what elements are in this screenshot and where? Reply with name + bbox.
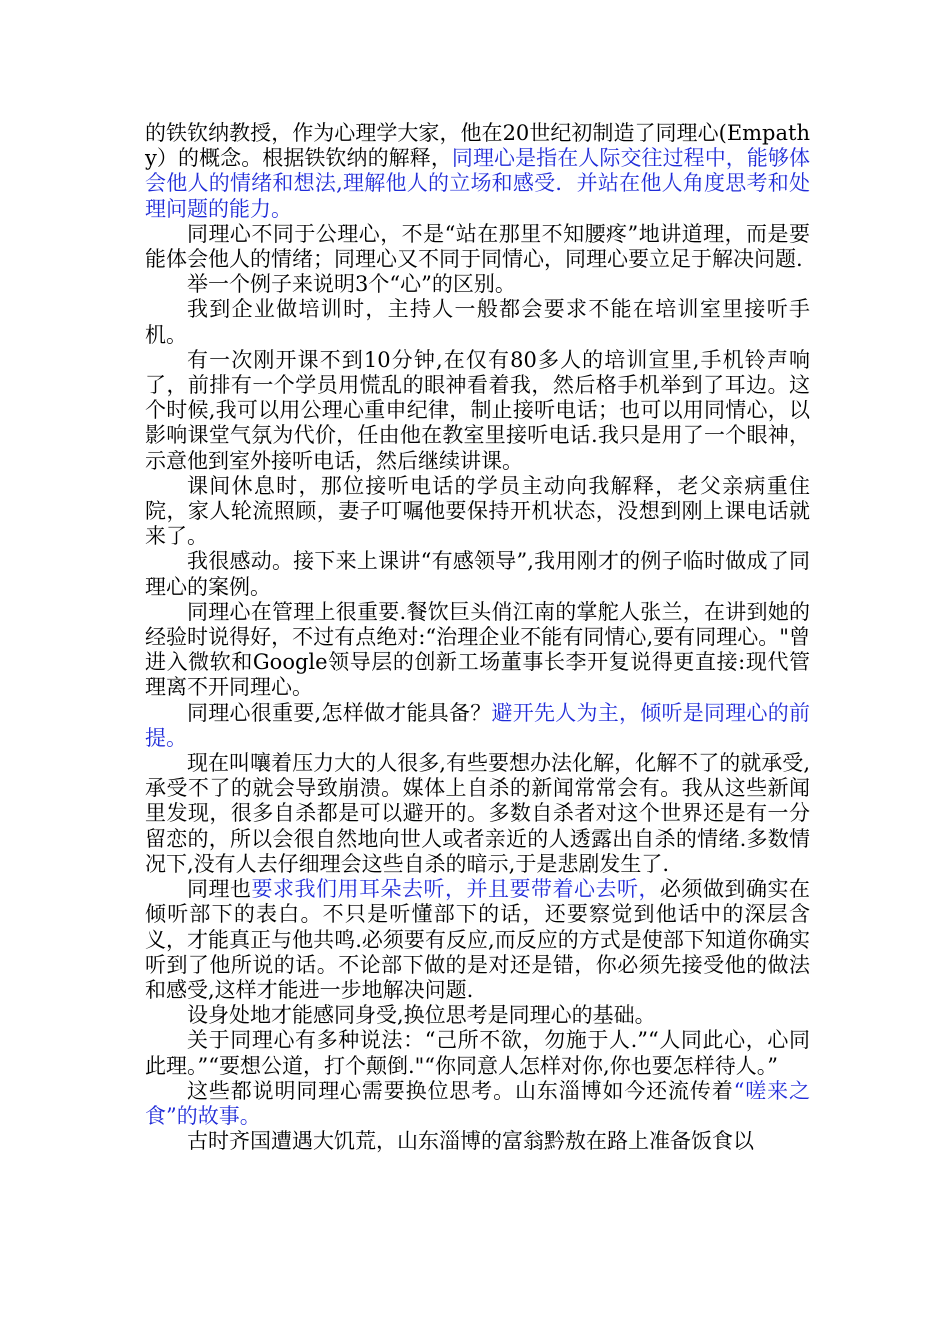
paragraph-text: 我很感动。接下来上课讲“有感领导”,我用刚才的例子临时做成了同理心的案例。 bbox=[145, 549, 810, 599]
paragraph bbox=[145, 751, 810, 877]
paragraph-text: 举一个例子来说明3个“心”的区别。 bbox=[187, 272, 516, 297]
paragraph bbox=[145, 1129, 810, 1154]
paragraph-text: 课间休息时，那位接听电话的学员主动向我解释，老父亲病重住院，家人轮流照顾，妻子叮嘱他要保持开机状态，没想到刚上课电话就来了。 bbox=[145, 473, 810, 549]
highlighted-text: 要求我们用耳朵去听，并且要带着心去听， bbox=[251, 877, 660, 902]
paragraph bbox=[145, 1003, 810, 1028]
paragraph bbox=[145, 877, 810, 1003]
paragraph bbox=[145, 549, 810, 599]
paragraph-text: 我到企业做培训时，主持人一般都会要求不能在培训室里接听手机。 bbox=[145, 297, 810, 347]
paragraph bbox=[145, 474, 810, 550]
paragraph bbox=[145, 348, 810, 474]
paragraph bbox=[145, 600, 810, 701]
paragraph-text: 同理心不同于公理心，不是“站在那里不知腰疼”地讲道理，而是要能体会他人的情绪；同理心又不同于同情心，同理心要立足于解决问题. bbox=[145, 221, 810, 272]
paragraph-text: 必须做到确实在倾听部下的表白。不只是听懂部下的话，还要察觉到他话中的深层含义，才能真正与他共鸣.必须要有反应,而反应的方式是使部下知道你确实听到了他所说的话。不论部下做的是对还是错，你必须先接受他的做法和感受,这样才能进一步地解决问题. bbox=[145, 877, 810, 1002]
paragraph-text: 同理也 bbox=[187, 877, 252, 902]
paragraph bbox=[145, 121, 810, 222]
paragraph bbox=[145, 222, 810, 272]
paragraph-text: 古时齐国遭遇大饥荒，山东淄博的富翁黔敖在路上准备饭食以 bbox=[187, 1129, 754, 1154]
paragraph-text: 同理心很重要,怎样做才能具备？ bbox=[187, 700, 492, 725]
paragraph bbox=[145, 297, 810, 347]
paragraph bbox=[145, 1079, 810, 1129]
paragraph bbox=[145, 1028, 810, 1078]
paragraph-text: 这些都说明同理心需要换位思考。山东淄博如今还流传着 bbox=[187, 1078, 734, 1103]
paragraph-text: 有一次刚开课不到10分钟,在仅有80多人的培训宣里,手机铃声响了，前排有一个学员用慌乱的眼神看着我，然后格手机举到了耳边。这个时候,我可以用公理心重申纪律，制止接听电话；也可以用同情心，以影响课堂气氛为代价，任由他在教室里接听电话.我只是用了一个眼神，示意他到室外接听电话，然后继续讲课。 bbox=[145, 347, 810, 473]
highlighted-text: “嗟来之食”的故事。 bbox=[145, 1078, 810, 1128]
highlighted-text: 避开先人为主，倾听是同理心的前提。 bbox=[145, 700, 810, 750]
paragraph-text: 的铁钦纳教授，作为心理学大家，他在20世纪初制造了同理心(Empathy）的概念。根据铁钦纳的解释， bbox=[145, 121, 810, 171]
paragraph-text: 现在叫嚷着压力大的人很多,有些要想办法化解，化解不了的就承受,承受不了的就会导致崩溃。媒体上自杀的新闻常常会有。我从这些新闻里发现，很多自杀都是可以避开的。多数自杀者对这个世界还是有一分留恋的，所以会很自然地向世人或者亲近的人透露出自杀的情绪.多数情况下,没有人去仔细理会这些自杀的暗示,于是悲剧发生了. bbox=[145, 751, 810, 876]
paragraph bbox=[145, 272, 810, 297]
paragraph bbox=[145, 701, 810, 751]
paragraph-text: 设身处地才能感同身受,换位思考是同理心的基础。 bbox=[187, 1003, 656, 1028]
paragraph-text: 同理心在管理上很重要.餐饮巨头俏江南的掌舵人张兰，在讲到她的经验时说得好，不过有点绝对:“治理企业不能有同情心,要有同理心。"曾进入微软和Google领导层的创新工场董事长李开复说得更直接:现代管理离不开同理心。 bbox=[145, 599, 810, 700]
document-body bbox=[145, 121, 810, 1154]
paragraph-text: 关于同理心有多种说法：“己所不欲，勿施于人.”“人同此心，心同此理。”“要想公道，打个颠倒."“你同意人怎样对你,你也要怎样待人。” bbox=[145, 1028, 810, 1078]
highlighted-text: 同理心是指在人际交往过程中，能够体会他人的情绪和想法,理解他人的立场和感受．并站在他人角度思考和处理问题的能力。 bbox=[145, 146, 810, 221]
